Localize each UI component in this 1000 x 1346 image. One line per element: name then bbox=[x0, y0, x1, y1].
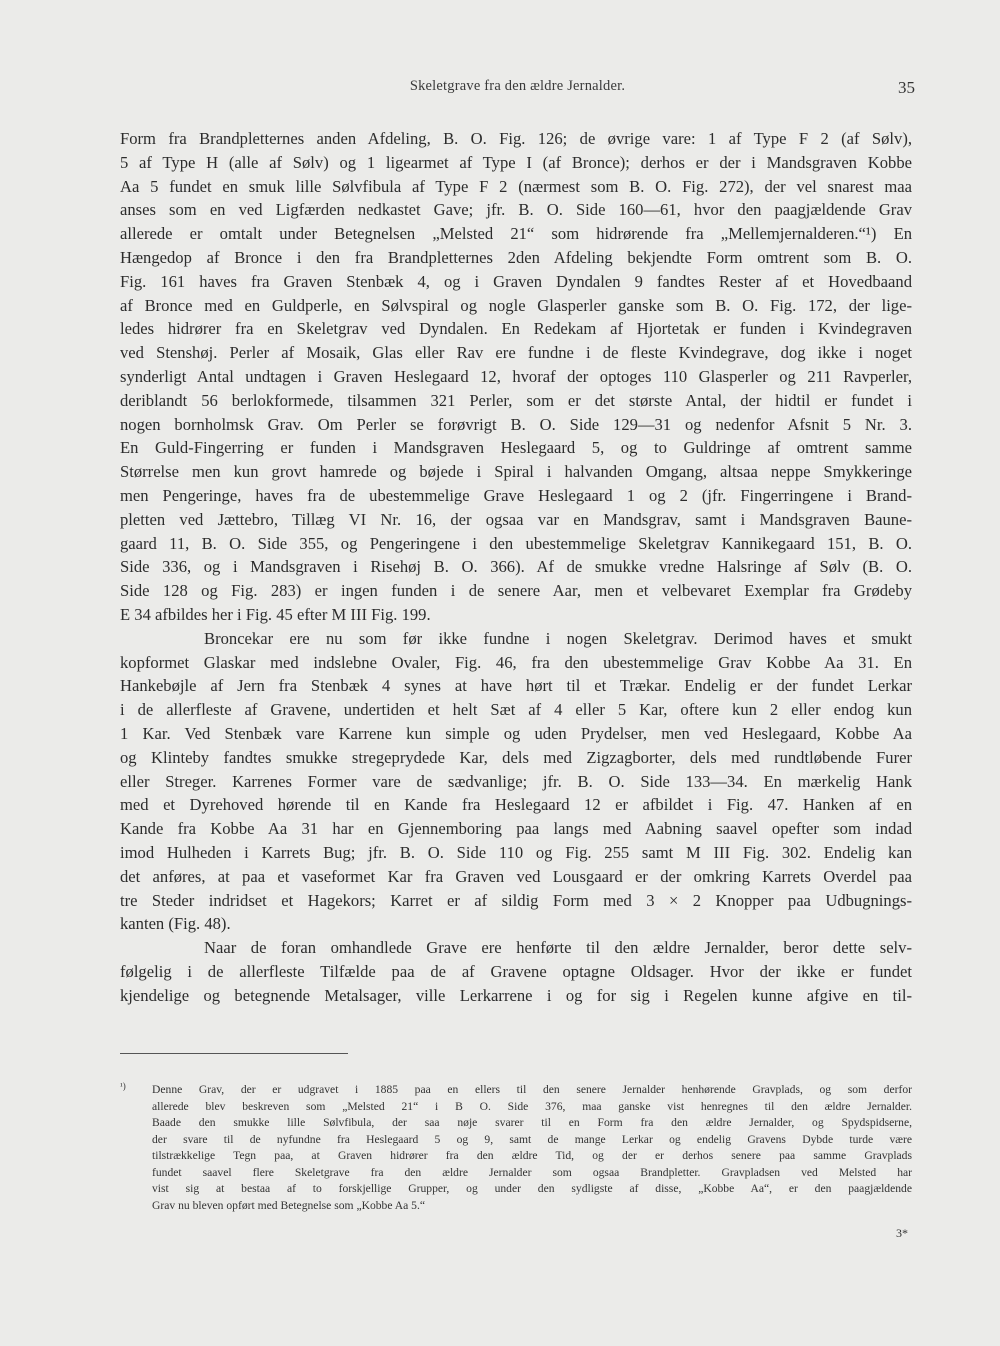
text-line: eller Streger. Karrenes Former vare de sædvanlige; jfr. B. O. Side 133—34. En mærkelig Hank bbox=[120, 771, 912, 791]
text-line: Fig. 161 haves fra Graven Stenbæk 4, og i Graven Dyndalen 9 fandtes Rester af et Hovedbaand bbox=[120, 271, 912, 291]
footnote-divider bbox=[120, 1053, 348, 1054]
text-line: nogen bornholmsk Grav. Om Perler se forøvrigt B. O. Side 129—31 og nedenfor Afsnit 5 Nr. 3. bbox=[120, 414, 912, 434]
footnote-line: tilstrækkelige Tegn paa, at Graven hidrører fra den ældre Tid, og der er derhos senere paa samme Gravplads bbox=[152, 1149, 912, 1162]
text-line: men Pengeringe, haves fra de ubestemmelige Grave Heslegaard 1 og 2 (jfr. Fingerringene i Brand- bbox=[120, 485, 912, 505]
text-line: følgelig i de allerfleste Tilfælde paa de af Gravene optagne Oldsager. Hvor der ikke er fundet bbox=[120, 961, 912, 981]
text-line: og Klinteby fandtes smukke stregeprydede Kar, dels med Zigzagborter, dels med rundtløbende Furer bbox=[120, 747, 912, 767]
text-line: Broncekar ere nu som før ikke fundne i nogen Skeletgrav. Derimod haves et smukt bbox=[204, 628, 912, 648]
text-line: af Bronce med en Guldperle, en Sølvspiral og nogle Glasperler ganske som B. O. Fig. 172, der lige- bbox=[120, 295, 912, 315]
running-head bbox=[120, 78, 915, 102]
text-line: Hængedop af Bronce i den fra Brandpletternes 2den Afdeling bekjendte Form omtrent som B. O. bbox=[120, 247, 912, 267]
text-line: Størrelse men kun grovt hamrede og bøjede i Spiral i halvanden Omgang, altsaa neppe Smykkeringe bbox=[120, 462, 912, 482]
text-line: ledes hidrører fra en Skeletgrav ved Dyndalen. En Redekam af Hjortetak er funden i Kvindegraven bbox=[120, 319, 912, 339]
body-text bbox=[120, 127, 912, 1007]
text-line: pletten ved Jættebro, Tillæg VI Nr. 16, der ogsaa var en Mandsgrav, samt i Mandsgraven Baune- bbox=[120, 509, 912, 529]
text-line: Hankebøjle af Jern fra Stenbæk 4 synes at have hørt til et Trækar. Endelig er der fundet Lerkar bbox=[120, 676, 912, 696]
text-line: deriblandt 56 berlokformede, tilsammen 321 Perler, som er det største Antal, der hidtil er fundet i bbox=[120, 390, 912, 410]
text-line: Aa 5 fundet en smuk lille Sølvfibula af Type F 2 (nærmest som B. O. Fig. 272), der vel snarest maa bbox=[120, 176, 912, 196]
text-line: 5 af Type H (alle af Sølv) og 1 ligearmet af Type I (af Bronce); derhos er der i Mandsgraven Kobbe bbox=[120, 152, 912, 172]
text-line: det anføres, at paa et vaseformet Kar fra Graven ved Lousgaard er der omkring Karrets Overdel paa bbox=[120, 866, 912, 886]
text-line: imod Hulheden i Karrets Bug; jfr. B. O. Side 110 og Fig. 255 samt M III Fig. 302. Endelig kan bbox=[120, 842, 912, 862]
text-line: kanten (Fig. 48). bbox=[120, 914, 231, 934]
text-line: i de allerfleste af Gravene, undertiden et helt Sæt af 4 eller 5 Kar, oftere kun 2 eller endog kun bbox=[120, 700, 912, 720]
footnote-marker: ¹) bbox=[120, 1082, 126, 1091]
text-line: allerede er omtalt under Betegnelsen „Melsted 21“ som hidrørende fra „Mellemjernalderen.“¹) En bbox=[120, 224, 912, 244]
text-line: Naar de foran omhandlede Grave ere henførte til den ældre Jernalder, beror dette selv- bbox=[204, 938, 912, 958]
text-line: med et Dyrehoved hørende til en Kande fra Heslegaard 12 er afbildet i Fig. 47. Hanken af en bbox=[120, 795, 912, 815]
text-line: anses som en ved Ligfærden nedkastet Gave; jfr. B. O. Side 160—61, hvor den paagjældende Grav bbox=[120, 200, 912, 220]
text-line: gaard 11, B. O. Side 355, og Pengeringene i den ubestemmelige Skeletgrav Kannikegaard 151, B. O. bbox=[120, 533, 912, 553]
text-line: Side 128 og Fig. 283) er ingen funden i de senere Aar, men et velbevaret Exemplar fra Grødeby bbox=[120, 581, 912, 601]
footnote-line: fundet saavel flere Skeletgrave fra den ældre Jernalder som ogsaa Brandpletter. Gravpladsen ved Melsted har bbox=[152, 1165, 912, 1179]
text-line: kjendelige og betegnende Metalsager, ville Lerkarrene i og for sig i Regelen kunne afgive en til- bbox=[120, 985, 912, 1005]
text-line: ved Stenshøj. Perler af Mosaik, Glas eller Rav ere fundne i de fleste Kvindegrave, dog ikke i noget bbox=[120, 343, 912, 363]
footnote-line: der svare til de nyfundne fra Heslegaard 5 og 9, samt de mange Lerkar og endelig Gravens Dybde turde være bbox=[152, 1132, 912, 1146]
footnote-line: Baade den smukke lille Sølvfibula, der saa nøje svarer til en Form fra den ældre Jernalder, og Spydspidserne, bbox=[152, 1116, 912, 1129]
text-line: Form fra Brandpletternes anden Afdeling, B. O. Fig. 126; de øvrige vare: 1 af Type F 2 (af Sølv), bbox=[120, 129, 912, 148]
running-title: Skeletgrave fra den ældre Jernalder. bbox=[409, 78, 626, 94]
text-line: tre Steder indridset et Hagekors; Karret er af sildig Form med 3 × 2 Knopper paa Udbugnings- bbox=[120, 890, 912, 910]
footnote-line: vist sig at bestaa af to forskjellige Grupper, og under den sydligste af disse, „Kobbe Aa“, er den paagjældende bbox=[152, 1182, 912, 1195]
footnote-text: Denne Grav, der er udgravet i 1885 paa en ellers til den senere Jernalder henhørende Gravplads, og som derfor bbox=[152, 1083, 912, 1096]
text-line: En Guld-Fingerring er funden i Mandsgraven Heslegaard 5, og to Guldringe af omtrent samme bbox=[120, 438, 912, 458]
text-line: Side 336, og i Mandsgraven i Risehøj B. O. 366). Af de smukke vredne Halsringe af Sølv (B. O. bbox=[120, 557, 912, 577]
footnote-line: allerede blev beskreven som „Melsted 21“ i B O. Side 376, maa ganske vist henregnes til den ældre Jernalder. bbox=[152, 1099, 912, 1113]
footnote bbox=[120, 1082, 912, 1214]
text-line: synderligt Antal undtagen i Graven Heslegaard 12, hvoraf der optoges 110 Glasperler og 211 Ravperler, bbox=[120, 366, 912, 386]
signature-mark: 3* bbox=[896, 1226, 908, 1240]
text-line: kopformet Glaskar med indslebne Ovaler, Fig. 46, fra den ubestemmelige Grav Kobbe Aa 31. En bbox=[120, 652, 912, 672]
text-line: 1 Kar. Ved Stenbæk vare Karrene kun simple og uden Prydelser, men ved Heslegaard, Kobbe Aa bbox=[120, 723, 912, 743]
text-line: E 34 afbildes her i Fig. 45 efter M III Fig. 199. bbox=[120, 604, 431, 624]
page-number: 35 bbox=[898, 78, 915, 97]
footnote-line: Grav nu bleven opført med Betegnelse som „Kobbe Aa 5.“ bbox=[152, 1198, 426, 1212]
footnote-line bbox=[120, 1082, 912, 1099]
text-line: Kande fra Kobbe Aa 31 har en Gjennemboring paa langs med Aabning saavel opefter som indad bbox=[120, 819, 912, 839]
